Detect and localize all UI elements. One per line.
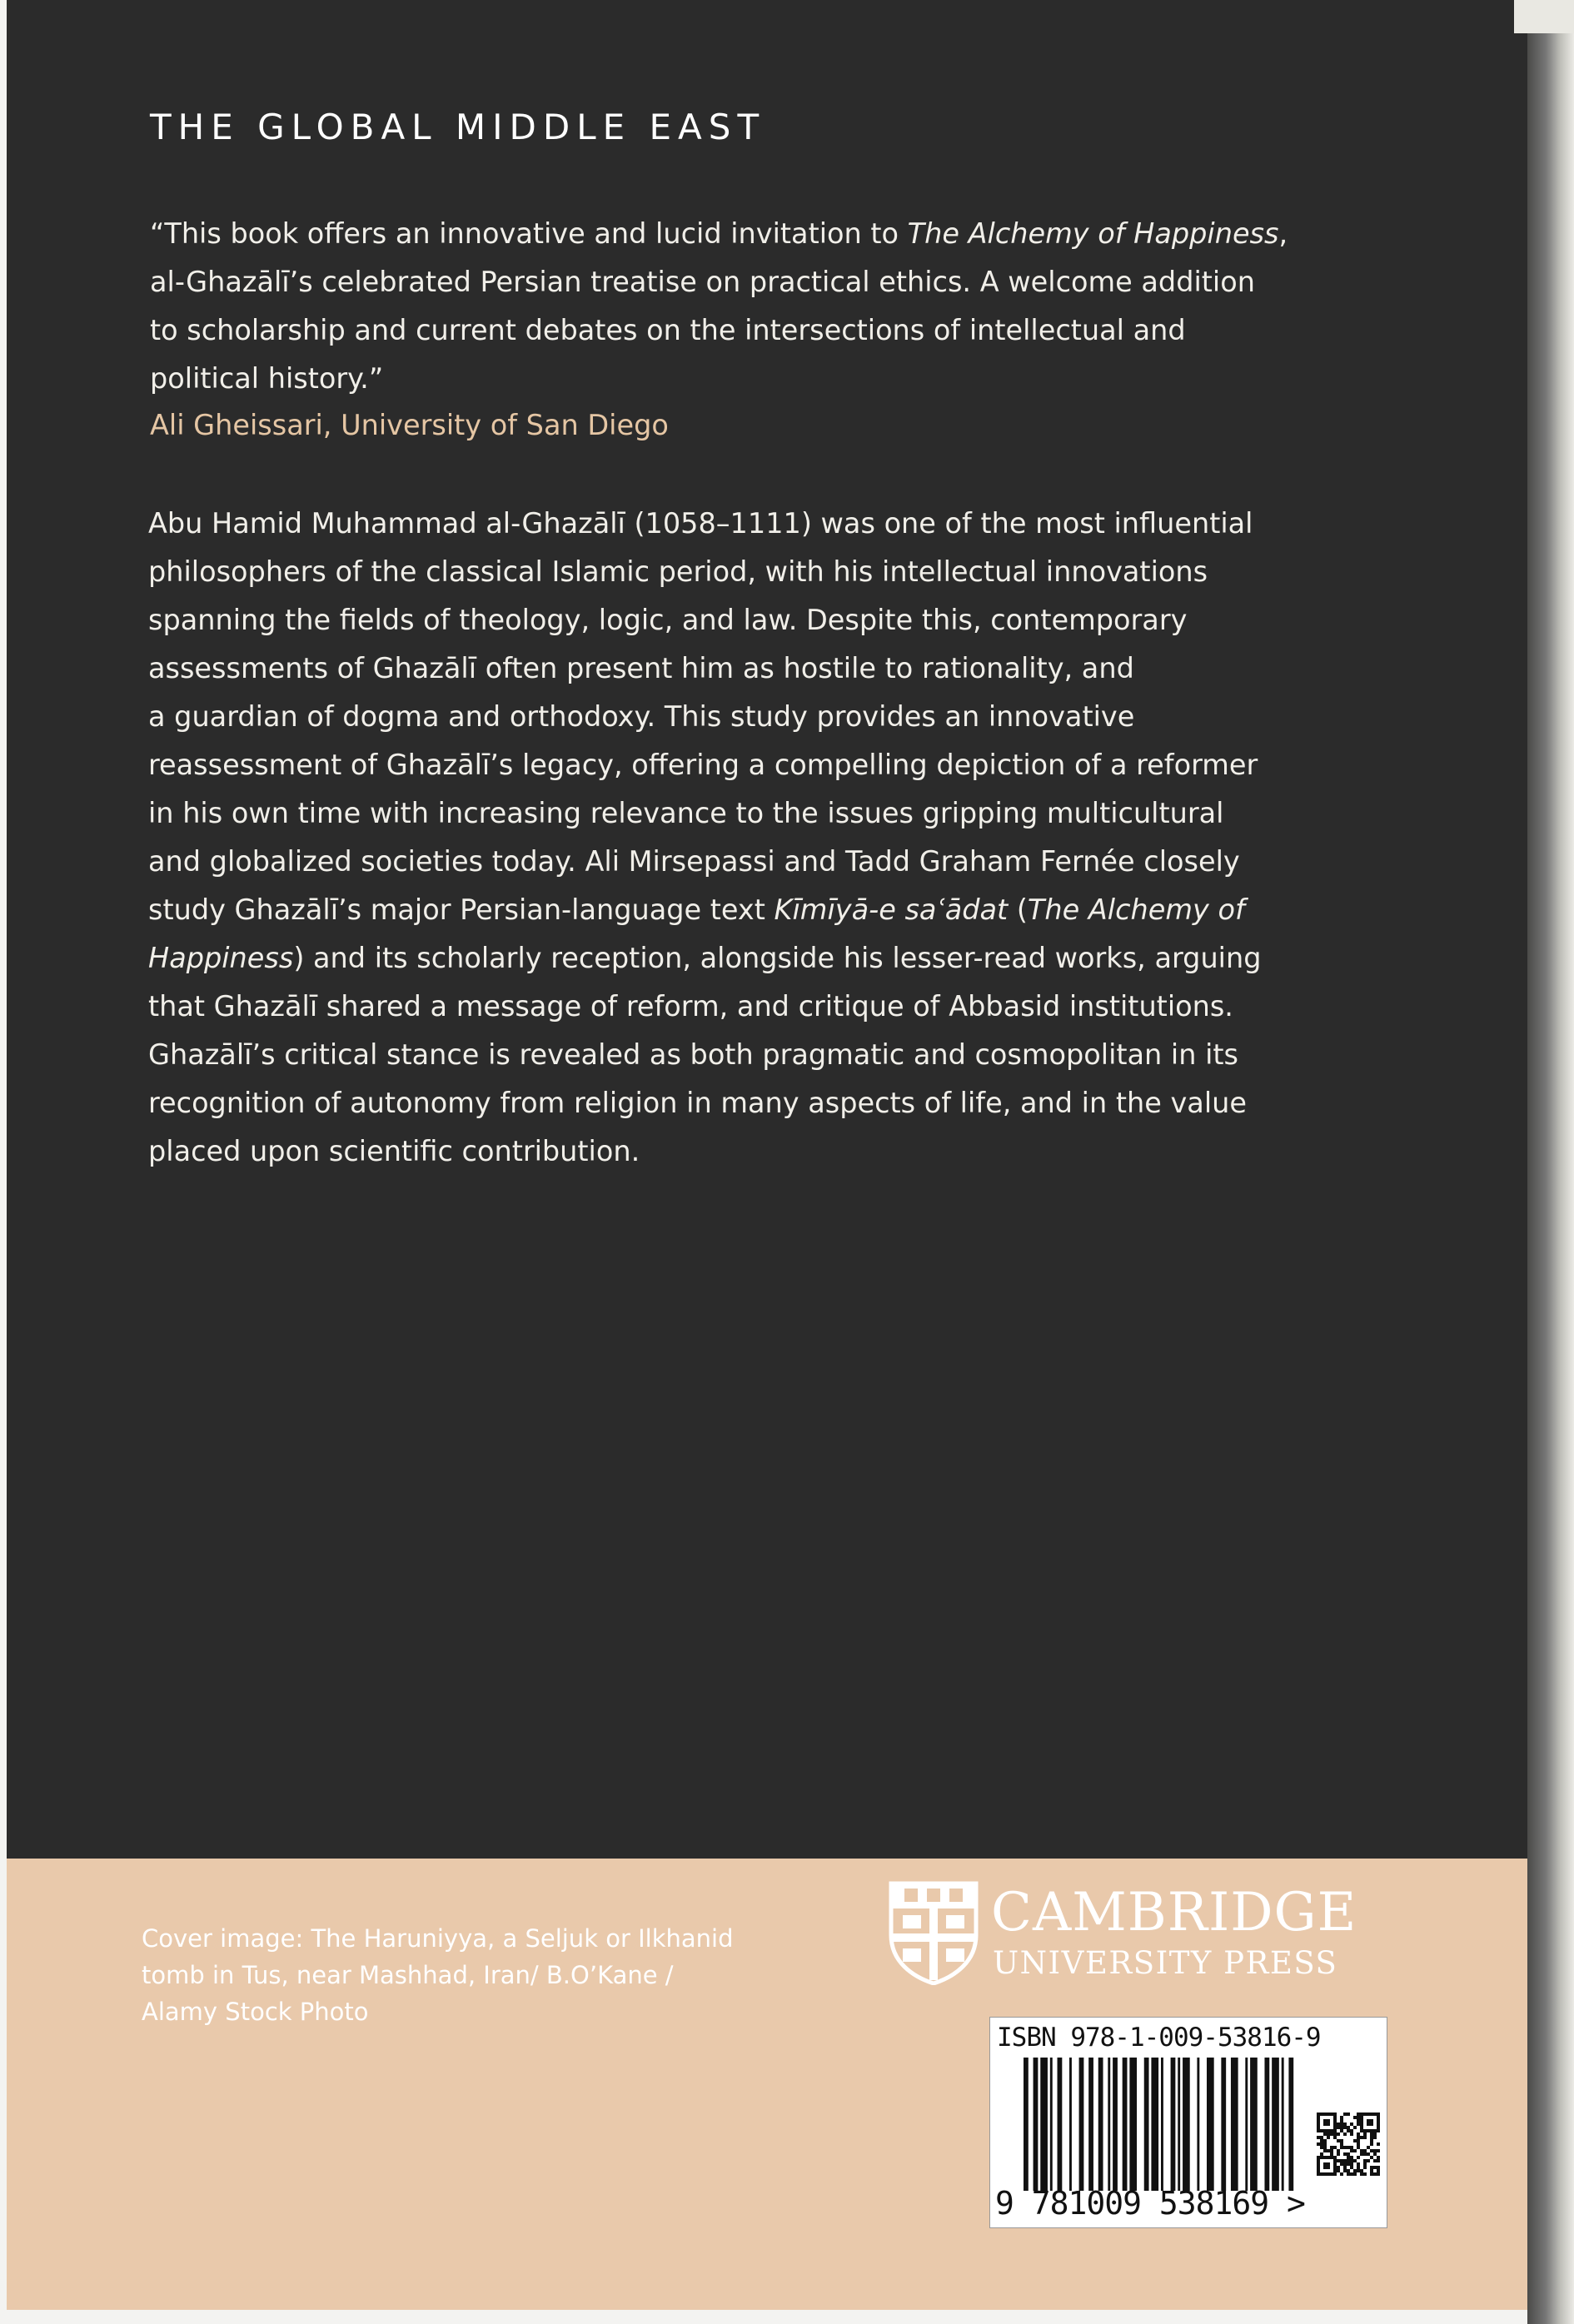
page-corner xyxy=(1514,0,1574,33)
description-line: Ghazālī’s critical stance is revealed as both pragmatic and cosmopolitan in its xyxy=(148,1038,1239,1071)
description-line: a guardian of dogma and orthodoxy. This study provides an innovative xyxy=(148,700,1135,733)
description-line: and globalized societies today. Ali Mirsepassi and Tadd Graham Fernée closely xyxy=(148,845,1240,878)
qr-code-icon xyxy=(1317,2113,1380,2176)
credit-line: Cover image: The Haruniyya, a Seljuk or Ilkhanid xyxy=(142,1924,734,1953)
barcode-icon xyxy=(1024,2058,1298,2191)
description-line: reassessment of Ghazālī’s legacy, offering a compelling depiction of a reformer xyxy=(148,749,1258,781)
description-line: study Ghazālī’s major Persian-language text Kīmīyā-e saʿādat (The Alchemy of xyxy=(148,893,1245,926)
endorsement-quote xyxy=(150,210,1374,403)
description-line: Happiness) and its scholarly reception, alongside his lesser-read works, arguing xyxy=(148,942,1262,974)
blurb-line: “This book offers an innovative and lucid invitation to The Alchemy of Happiness, xyxy=(150,217,1288,250)
description-line: that Ghazālī shared a message of reform, and critique of Abbasid institutions. xyxy=(148,990,1233,1023)
publisher-logo xyxy=(888,1880,1387,1988)
description-line: in his own time with increasing relevance to the issues gripping multicultural xyxy=(148,797,1224,829)
series-title: THE GLOBAL MIDDLE EAST xyxy=(150,107,766,147)
description-line: philosophers of the classical Islamic period, with his intellectual innovations xyxy=(148,555,1208,588)
credit-line: tomb in Tus, near Mashhad, Iran/ B.O’Kane / xyxy=(142,1961,674,1989)
description-line: spanning the fields of theology, logic, and law. Despite this, contemporary xyxy=(148,604,1188,636)
barcode-label xyxy=(989,2017,1387,2228)
blurb-line: to scholarship and current debates on the intersections of intellectual and xyxy=(150,314,1186,346)
cover-image-credit xyxy=(142,1920,791,2030)
book-description xyxy=(148,500,1381,1176)
cambridge-shield-icon xyxy=(888,1880,979,1985)
book-edge xyxy=(1527,0,1574,2324)
blurb-line: al-Ghazālī’s celebrated Persian treatise on practical ethics. A welcome addition xyxy=(150,266,1255,298)
description-line: Abu Hamid Muhammad al-Ghazālī (1058–1111) was one of the most influential xyxy=(148,507,1253,540)
description-line: recognition of autonomy from religion in many aspects of life, and in the value xyxy=(148,1087,1247,1119)
isbn-text: ISBN 978-1-009-53816-9 xyxy=(997,2023,1321,2053)
blurb-line: political history.” xyxy=(150,362,384,395)
publisher-subtitle: UNIVERSITY PRESS xyxy=(993,1945,1338,1981)
endorsement-attribution: Ali Gheissari, University of San Diego xyxy=(150,409,669,441)
publisher-name: CAMBRIDGE xyxy=(991,1882,1357,1943)
description-line: placed upon scientific contribution. xyxy=(148,1135,640,1167)
credit-line: Alamy Stock Photo xyxy=(142,1998,369,2026)
barcode-digits: 9 781009 538169 > xyxy=(995,2185,1305,2222)
description-line: assessments of Ghazālī often present him as hostile to rationality, and xyxy=(148,652,1134,684)
